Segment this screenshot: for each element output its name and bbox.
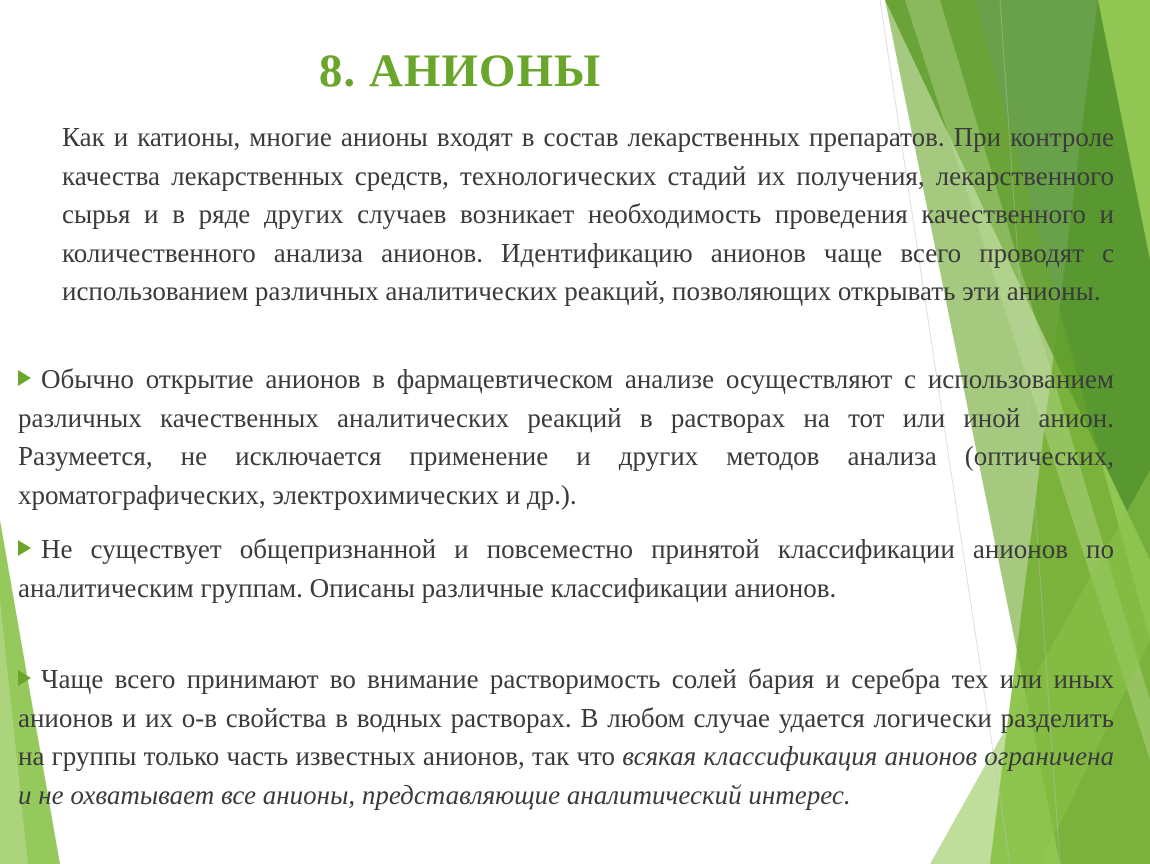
triangle-bullet-icon [18,540,31,556]
bullet-text-2: Не существует общепризнанной и повсеместно принятой классификации анионов по аналитическим группам. Описаны различные классификации анионов. [18,534,1114,603]
bullet-item-2 [18,530,1114,607]
intro-paragraph: Как и катионы, многие анионы входят в состав лекарственных препаратов. При контроле качества лекарственных средств, технологических стадий их получения, лекарственного сырья и в ряде других случаев возникает необходимость проведения качественного и количественного анализа анионов. Идентификацию анионов чаще всего проводят с использованием различных аналитических реакций, позволяющих открывать эти анионы. [62,122,1114,306]
bullet-item-3 [18,660,1114,814]
bullet-text-3: Чаще всего принимают во внимание растворимость солей бария и серебра тех или иных анионов и их о-в свойства в водных растворах. В любом случае удается логически разделить на группы только часть известных анионов, так что [18,664,1114,771]
bullet-text-1: Обычно открытие анионов в фармацевтическом анализе осуществляют с использованием различных качественных аналитических реакций в растворах на тот или иной анион. Разумеется, не исключается применение и других методов анализа (оптических, хроматографических, электрохимических и др.). [18,364,1114,510]
triangle-bullet-icon [18,370,31,386]
bullet-item-1 [18,360,1114,514]
triangle-bullet-icon [18,670,31,686]
bullet-text-3-italic: всякая классификация анионов ограничена и не охватывает все анионы, представляющие аналитический интерес. [18,741,1114,810]
slide-title: 8. АНИОНЫ [318,45,602,97]
